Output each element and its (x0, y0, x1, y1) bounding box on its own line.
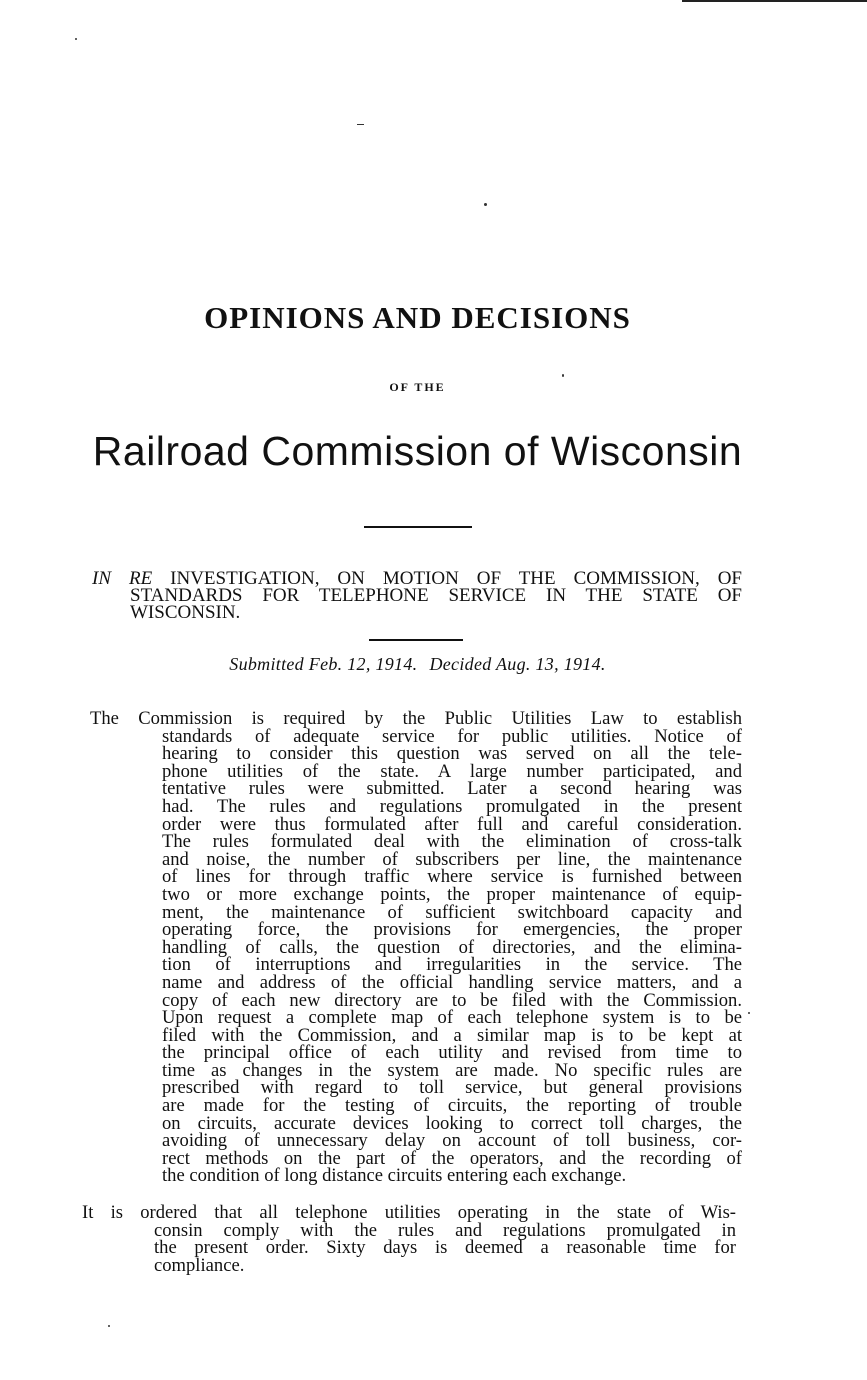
in-re-label: IN RE (92, 568, 153, 589)
case-title-line-3: WISCONSIN. (130, 602, 241, 623)
text-line: handling of calls, the question of directories, and the elimina- (162, 936, 742, 958)
text-line: rect methods on the part of the operators, and the recording of (162, 1147, 742, 1169)
text-line: filed with the Commission, and a similar map is to be kept at (162, 1024, 742, 1046)
top-edge-rule (682, 0, 867, 2)
text-line: avoiding of unnecessary delay on account of toll business, cor- (162, 1130, 742, 1152)
decided-date: Decided Aug. 13, 1914. (429, 654, 606, 674)
text-line: compliance. (154, 1254, 245, 1276)
text-line: of lines for through traffic where service is furnished between (162, 866, 742, 888)
text-line: the condition of long distance circuits entering each exchange. (162, 1165, 627, 1187)
text-line: and noise, the number of subscribers per line, the maintenance (162, 848, 742, 870)
case-title (92, 570, 742, 621)
text-line: standards of adequate service for public utilities. Notice of (162, 725, 742, 747)
scan-speck (357, 124, 364, 125)
text-line: phone utilities of the state. A large number participated, and (162, 760, 742, 782)
text-line: on circuits, accurate devices looking to correct toll charges, the (162, 1112, 742, 1134)
scan-speck (748, 1012, 750, 1014)
text-line: are made for the testing of circuits, the reporting of trouble (162, 1095, 742, 1117)
text-line: operating force, the provisions for emergencies, the proper (162, 919, 742, 941)
text-line: hearing to consider this question was served on all the tele- (162, 743, 742, 765)
scan-speck (108, 1325, 110, 1327)
text-line: name and address of the official handling service matters, and a (162, 971, 742, 993)
scan-speck (75, 38, 77, 40)
text-line: the present order. Sixty days is deemed a reasonable time for (154, 1237, 736, 1259)
title-divider (364, 526, 472, 528)
text-line: the principal office of each utility and revised from time to (162, 1042, 742, 1064)
text-line: two or more exchange points, the proper maintenance of equip- (162, 883, 742, 905)
text-line: had. The rules and regulations promulgated in the present (162, 795, 742, 817)
text-line: ment, the maintenance of sufficient switchboard capacity and (162, 901, 742, 923)
text-line: tion of interruptions and irregularities in the service. The (162, 954, 742, 976)
page-title: OPINIONS AND DECISIONS (204, 300, 631, 335)
text-line: prescribed with regard to toll service, but general provisions (162, 1077, 742, 1099)
of-the-subtitle: OF THE (389, 380, 446, 394)
scan-speck (562, 374, 564, 377)
text-line: copy of each new directory are to be filed with the Commission. (162, 989, 742, 1011)
text-line: The Commission is required by the Public Utilities Law to establish (90, 708, 742, 729)
submitted-date: Submitted Feb. 12, 1914. (229, 654, 418, 674)
text-line: Upon request a complete map of each telephone system is to be (162, 1007, 742, 1029)
text-line: The rules formulated deal with the elimination of cross-talk (162, 831, 742, 853)
commission-name: Railroad Commission of Wisconsin (92, 428, 743, 474)
text-line: It is ordered that all telephone utilities operating in the state of Wis- (82, 1202, 736, 1223)
text-line: consin comply with the rules and regulations promulgated in (154, 1219, 736, 1241)
text-line: order were thus formulated after full and careful consideration. (162, 813, 742, 835)
case-title-text: INVESTIGATION, ON MOTION OF THE COMMISSION, OF (170, 568, 742, 589)
order-paragraph (82, 1202, 736, 1276)
case-title-line-2: STANDARDS FOR TELEPHONE SERVICE IN THE STATE OF (130, 585, 742, 606)
scan-speck (484, 203, 487, 206)
dates-line (0, 654, 835, 675)
text-line: tentative rules were submitted. Later a second hearing was (162, 778, 742, 800)
syllabus-paragraph (90, 708, 742, 1187)
case-divider (369, 639, 463, 641)
text-line: time as changes in the system are made. No specific rules are (162, 1059, 742, 1081)
